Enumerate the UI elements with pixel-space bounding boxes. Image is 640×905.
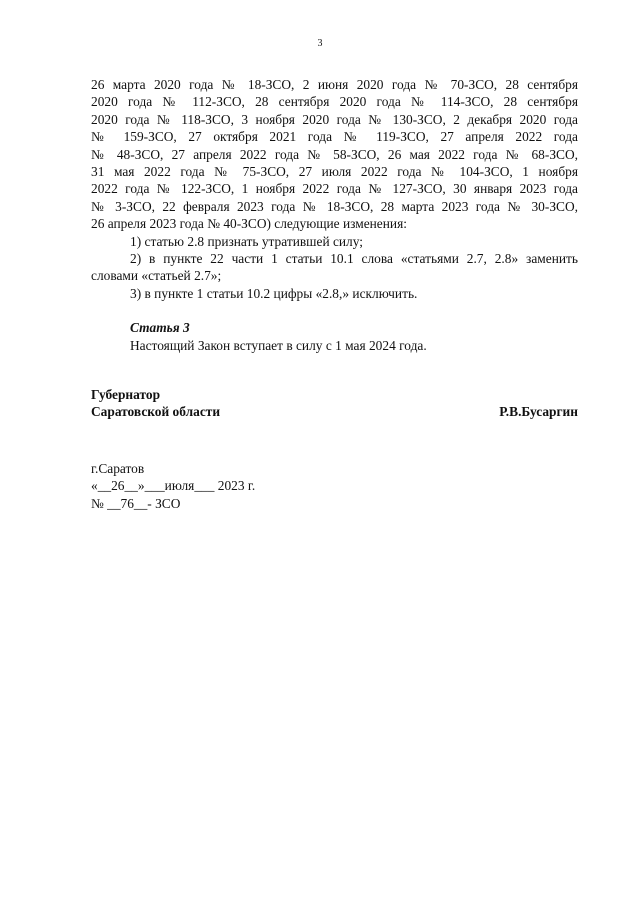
number-value: __76__: [107, 495, 148, 511]
signature-block: [91, 386, 578, 421]
article-text: Настоящий Закон вступает в силу с 1 мая 2024 года.: [130, 337, 427, 353]
amendment-item-3: 3) в пункте 1 статьи 10.2 цифры «2.8,» исключить.: [130, 285, 418, 301]
number-suffix: - ЗСО: [147, 495, 181, 511]
amendment-item-2: 2) в пункте 22 части 1 статьи 10.1 слова «статьями 2.7, 2.8» заменить: [130, 251, 578, 267]
body-line: 2020 года № 118-ЗСО, 3 ноября 2020 года № 130-ЗСО, 2 декабря 2020 года: [91, 111, 578, 127]
body-line: 2020 года № 112-ЗСО, 28 сентября 2020 года № 114-ЗСО, 28 сентября: [91, 94, 578, 110]
number-line: [91, 495, 255, 512]
date-close-quote: »: [137, 478, 145, 494]
body-line: 26 марта 2020 года № 18-ЗСО, 2 июня 2020 года № 70-ЗСО, 28 сентября: [91, 77, 578, 92]
signatory-title: Губернатор: [91, 387, 161, 402]
date-day: __26__: [97, 478, 138, 494]
date-open-quote: «: [91, 478, 98, 494]
law-body-text: [91, 76, 578, 354]
page-number: 3: [317, 38, 323, 49]
signatory-region: Саратовской области: [91, 404, 221, 420]
article-heading: Статья 3: [130, 320, 190, 336]
date-month: ___июля___: [144, 478, 215, 494]
document-footer: [91, 460, 255, 512]
amendment-item-1: 1) статью 2.8 признать утратившей силу;: [130, 233, 363, 249]
body-line: 26 апреля 2023 года № 40-ЗСО) следующие изменения:: [91, 216, 407, 232]
body-line: № 159-ЗСО, 27 октября 2021 года № 119-ЗСО, 27 апреля 2022 года: [91, 129, 578, 145]
body-line: 31 мая 2022 года № 75-ЗСО, 27 июля 2022 года № 104-ЗСО, 1 ноября: [91, 164, 578, 180]
body-line: № 3-ЗСО, 22 февраля 2023 года № 18-ЗСО, 28 марта 2023 года № 30-ЗСО,: [91, 198, 578, 214]
date-year: 2023 г.: [214, 478, 256, 494]
date-line: [91, 477, 255, 494]
body-line: № 48-ЗСО, 27 апреля 2022 года № 58-ЗСО, 26 мая 2022 года № 68-ЗСО,: [91, 146, 578, 162]
number-prefix: №: [91, 495, 108, 511]
signatory-name: Р.В.Бусаргин: [499, 404, 578, 420]
city-line: г.Саратов: [91, 461, 145, 476]
amendment-item-2-continued: словами «статьей 2.7»;: [91, 268, 222, 284]
body-line: 2022 года № 122-ЗСО, 1 ноября 2022 года № 127-ЗСО, 30 января 2023 года: [91, 181, 578, 197]
